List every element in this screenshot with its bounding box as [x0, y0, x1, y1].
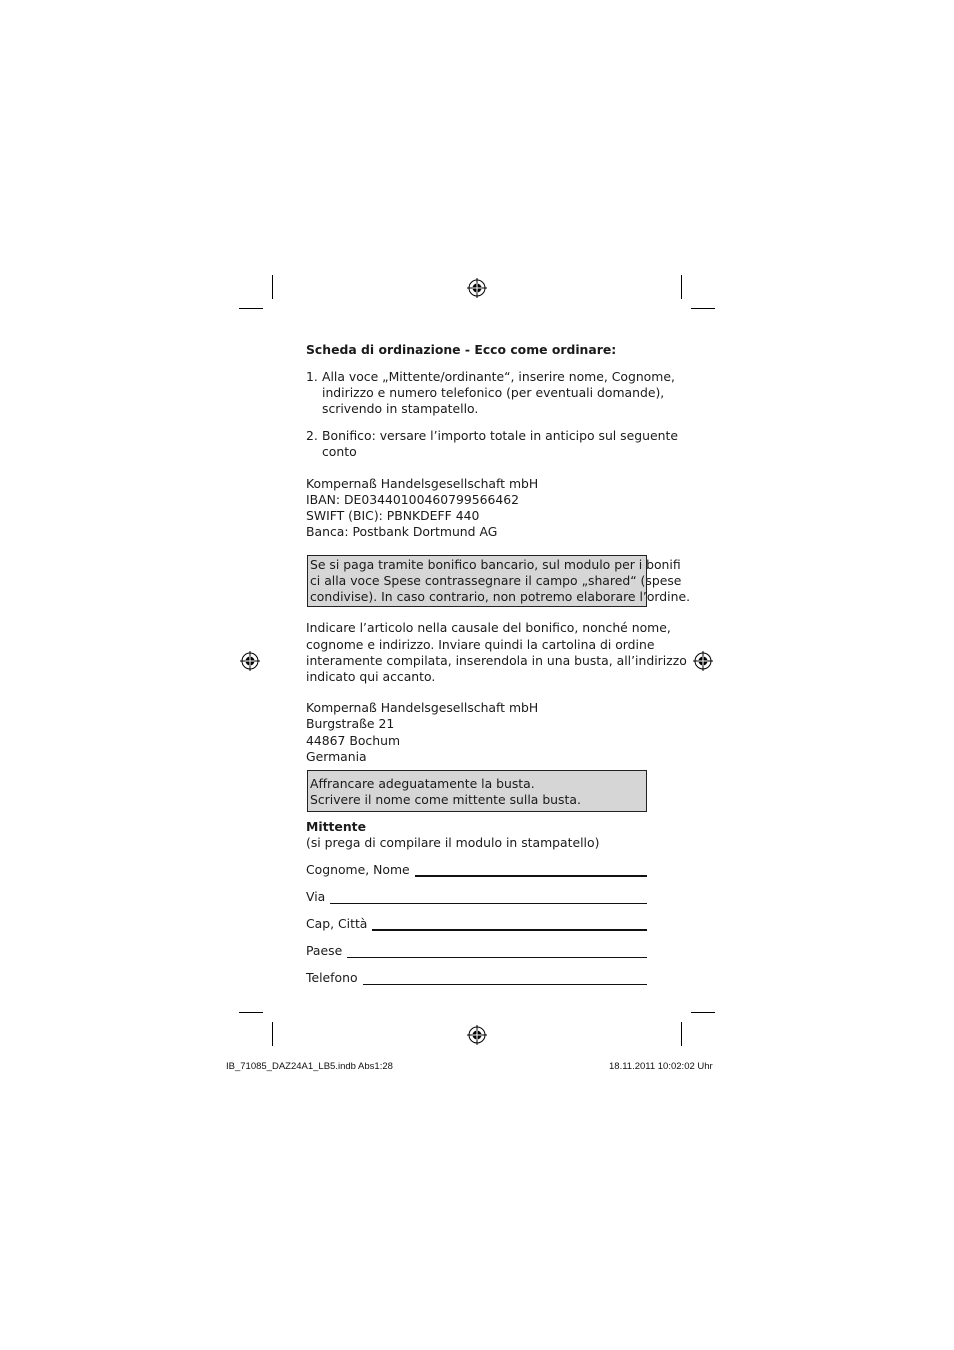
step-text-line: indirizzo e numero telefonico (per eventuali domande), [322, 385, 665, 400]
step-number: 2. [306, 428, 318, 443]
field-label: Via [306, 889, 326, 904]
field-label: Paese [306, 943, 343, 958]
crop-mark-bottom-left-vertical [272, 1022, 273, 1046]
crop-mark-top-left-vertical [272, 275, 273, 299]
instruction-line: cognome e indirizzo. Inviare quindi la cartolina di ordine [306, 637, 655, 652]
notice-stamp-box [307, 770, 647, 812]
instruction-line: interamente compilata, inserendola in una busta, all’indirizzo [306, 653, 687, 668]
step-number: 1. [306, 369, 318, 384]
registration-target-icon [693, 651, 713, 671]
step-text-line: scrivendo in stampatello. [322, 401, 479, 416]
crop-mark-bottom-right-horizontal [691, 1012, 715, 1013]
sender-field-phone[interactable] [306, 969, 647, 985]
crop-mark-top-left-horizontal [239, 308, 263, 309]
bank-swift: SWIFT (BIC): PBNKDEFF 440 [306, 508, 480, 523]
page-title: Scheda di ordinazione - Ecco come ordinare: [306, 342, 617, 357]
footer-file-info: IB_71085_DAZ24A1_LB5.indb Abs1:28 [226, 1061, 393, 1072]
field-input-line[interactable] [372, 929, 647, 931]
registration-target-icon [467, 1025, 487, 1045]
registration-target-icon [467, 278, 487, 298]
field-input-line[interactable] [347, 957, 647, 958]
address-country: Germania [306, 749, 367, 764]
field-label: Cognome, Nome [306, 862, 410, 877]
step-text-line: Alla voce „Mittente/ordinante“, inserire nome, Cognome, [322, 369, 675, 384]
notice-fees-box [307, 555, 691, 607]
address-street: Burgstraße 21 [306, 716, 395, 731]
notice-line: condivise). In caso contrario, non potremo elaborare l’ordine. [310, 589, 691, 604]
field-input-line[interactable] [363, 984, 647, 985]
sender-field-country[interactable] [306, 942, 647, 958]
instruction-line: indicato qui accanto. [306, 669, 436, 684]
field-label: Telefono [306, 970, 358, 985]
registration-target-icon [240, 651, 260, 671]
sender-field-zip-city[interactable] [306, 915, 647, 931]
bank-iban: IBAN: DE03440100460799566462 [306, 492, 520, 507]
notice-line: Se si paga tramite bonifico bancario, sul modulo per i bonifi [310, 557, 681, 572]
bank-name: Banca: Postbank Dortmund AG [306, 524, 498, 539]
crop-mark-top-right-horizontal [691, 308, 715, 309]
field-input-line[interactable] [415, 875, 647, 877]
sender-field-street[interactable] [306, 888, 647, 904]
notice-line: Scrivere il nome come mittente sulla busta. [310, 792, 581, 807]
field-label: Cap, Città [306, 916, 368, 931]
address-company: Kompernaß Handelsgesellschaft mbH [306, 700, 539, 715]
crop-mark-top-right-vertical [681, 275, 682, 299]
sender-subtitle: (si prega di compilare il modulo in stampatello) [306, 835, 600, 850]
crop-mark-bottom-right-vertical [681, 1022, 682, 1046]
notice-line: ci alla voce Spese contrassegnare il campo „shared“ (spese [310, 573, 682, 588]
notice-line: Affrancare adeguatamente la busta. [310, 776, 535, 791]
instruction-line: Indicare l’articolo nella causale del bonifico, nonché nome, [306, 620, 671, 635]
step-text-line: conto [322, 444, 357, 459]
step-text-line: Bonifico: versare l’importo totale in anticipo sul seguente [322, 428, 678, 443]
address-city: 44867 Bochum [306, 733, 401, 748]
field-input-line[interactable] [330, 903, 647, 904]
footer-timestamp: 18.11.2011 10:02:02 Uhr [609, 1061, 713, 1072]
bank-company: Kompernaß Handelsgesellschaft mbH [306, 476, 539, 491]
crop-mark-bottom-left-horizontal [239, 1012, 263, 1013]
sender-field-name[interactable] [306, 861, 647, 877]
sender-title: Mittente [306, 819, 366, 834]
